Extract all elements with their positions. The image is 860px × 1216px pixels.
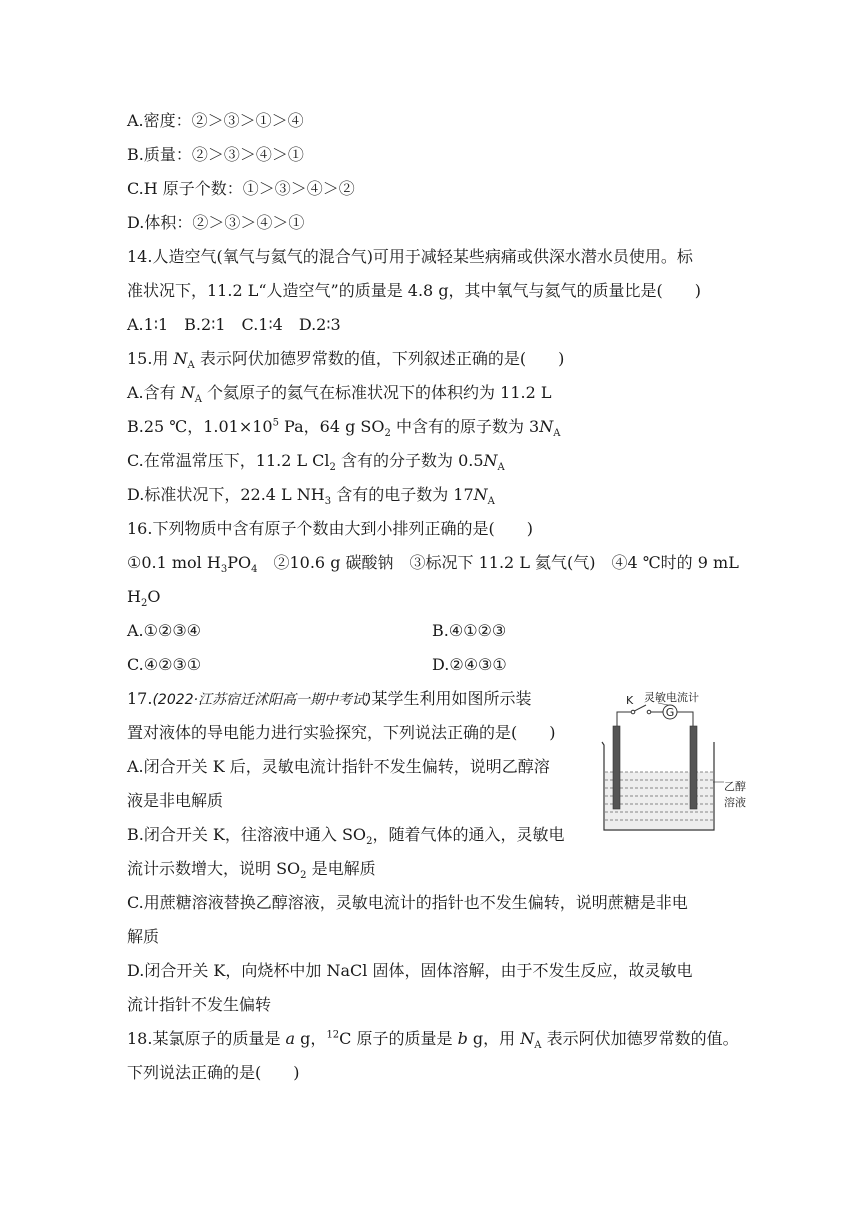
- q13-option-b: B.质量：②＞③＞④＞①: [127, 145, 304, 164]
- q17-option-c-line2: 解质: [127, 927, 160, 946]
- solution-label-line2: 溶液: [724, 796, 746, 809]
- q16-items-line2: $H_2O$: [127, 587, 161, 610]
- q16-option-c: C.④②③①: [127, 655, 202, 674]
- q17-option-b-line1: B.闭合开关 K，往溶液中通入 $SO_2$，随着气体的通入，灵敏电: [127, 825, 565, 848]
- q13-option-a: A.密度：②＞③＞①＞④: [127, 111, 304, 130]
- q16-stem: 16.下列物质中含有原子个数由大到小排列正确的是( ): [127, 519, 533, 538]
- q17-stem-line2: 置对液体的导电能力进行实验探究，下列说法正确的是( ): [127, 723, 556, 742]
- q17-source: (2022·江苏宿迁沭阳高一期中考试): [152, 692, 372, 708]
- switch-contact-left: [631, 710, 635, 714]
- galvanometer-label: G: [665, 706, 675, 719]
- q17-option-a-line1: A.闭合开关 K 后，灵敏电流计指针不发生偏转，说明乙醇溶: [127, 757, 550, 776]
- q14-stem-line2: 准状况下，11.2 L“人造空气”的质量是 4.8 g，其中氧气与氦气的质量比是( ): [127, 281, 702, 300]
- q13-option-c: C.H 原子个数：①＞③＞④＞②: [127, 179, 355, 198]
- q18-stem-line1: 18.某氯原子的质量是 a g，$^{12}$C 原子的质量是 b g，用 $N_A$ 表示阿伏加德罗常数的值。: [127, 1029, 739, 1052]
- electrode-left: [613, 726, 620, 809]
- meter-label: 灵敏电流计: [644, 691, 699, 704]
- wire-right: [677, 712, 693, 726]
- q18-stem-line2: 下列说法正确的是( ): [127, 1063, 300, 1082]
- q15-option-a: A.含有 $N_A$ 个氦原子的氦气在标准状况下的体积约为 11.2 L: [127, 383, 552, 406]
- switch-label: K: [626, 694, 634, 707]
- q14-stem-line1: 14.人造空气(氧气与氦气的混合气)可用于减轻某些病痛或供深水潜水员使用。标: [127, 247, 693, 266]
- q15-option-b: B.25 ℃，$1.01\times 10^5$ Pa，64 g $SO_2$ 中含有的原子数为 $3N_A$: [127, 417, 561, 440]
- q15-stem: 15.用 $N_A$ 表示阿伏加德罗常数的值，下列叙述正确的是( ): [127, 349, 565, 372]
- q14-options: A.1∶1 B.2∶1 C.1∶4 D.2∶3: [127, 315, 341, 334]
- q16-option-d: D.②④③①: [432, 655, 507, 674]
- switch-contact-right: [647, 710, 651, 714]
- electrode-right: [690, 726, 697, 809]
- q17-option-a-line2: 液是非电解质: [127, 791, 224, 810]
- q15-option-c: C.在常温常压下，11.2 L $Cl_2$ 含有的分子数为 $0.5N_A$: [127, 451, 505, 474]
- switch-lever: [635, 705, 647, 711]
- q13-option-d: D.体积：②＞③＞④＞①: [127, 213, 305, 232]
- q16-items-line1: ①0.1 mol $H_3PO_4$ ②10.6 g 碳酸钠 ③标况下 11.2 L 氦气(气) ④4 ℃时的 9 mL: [127, 553, 739, 576]
- conductivity-apparatus-figure: [596, 690, 746, 840]
- wire-left: [617, 712, 631, 726]
- q17-option-c-line1: C.用蔗糖溶液替换乙醇溶液，灵敏电流计的指针也不发生偏转，说明蔗糖是非电: [127, 893, 688, 912]
- q17-stem-line1: 17.(2022·江苏宿迁沭阳高一期中考试)某学生利用如图所示装: [127, 689, 532, 708]
- q16-option-b: B.④①②③: [432, 621, 507, 640]
- q15-option-d: D.标准状况下，22.4 L $NH_3$ 含有的电子数为 $17N_A$: [127, 485, 495, 508]
- solution-label-line1: 乙醇: [724, 780, 746, 793]
- q16-option-a: A.①②③④: [127, 621, 202, 640]
- q17-option-d-line2: 流计指针不发生偏转: [127, 995, 272, 1014]
- q17-option-b-line2: 流计示数增大，说明 $SO_2$ 是电解质: [127, 859, 376, 882]
- q17-option-d-line1: D.闭合开关 K，向烧杯中加 NaCl 固体，固体溶解，由于不发生反应，故灵敏电: [127, 961, 693, 980]
